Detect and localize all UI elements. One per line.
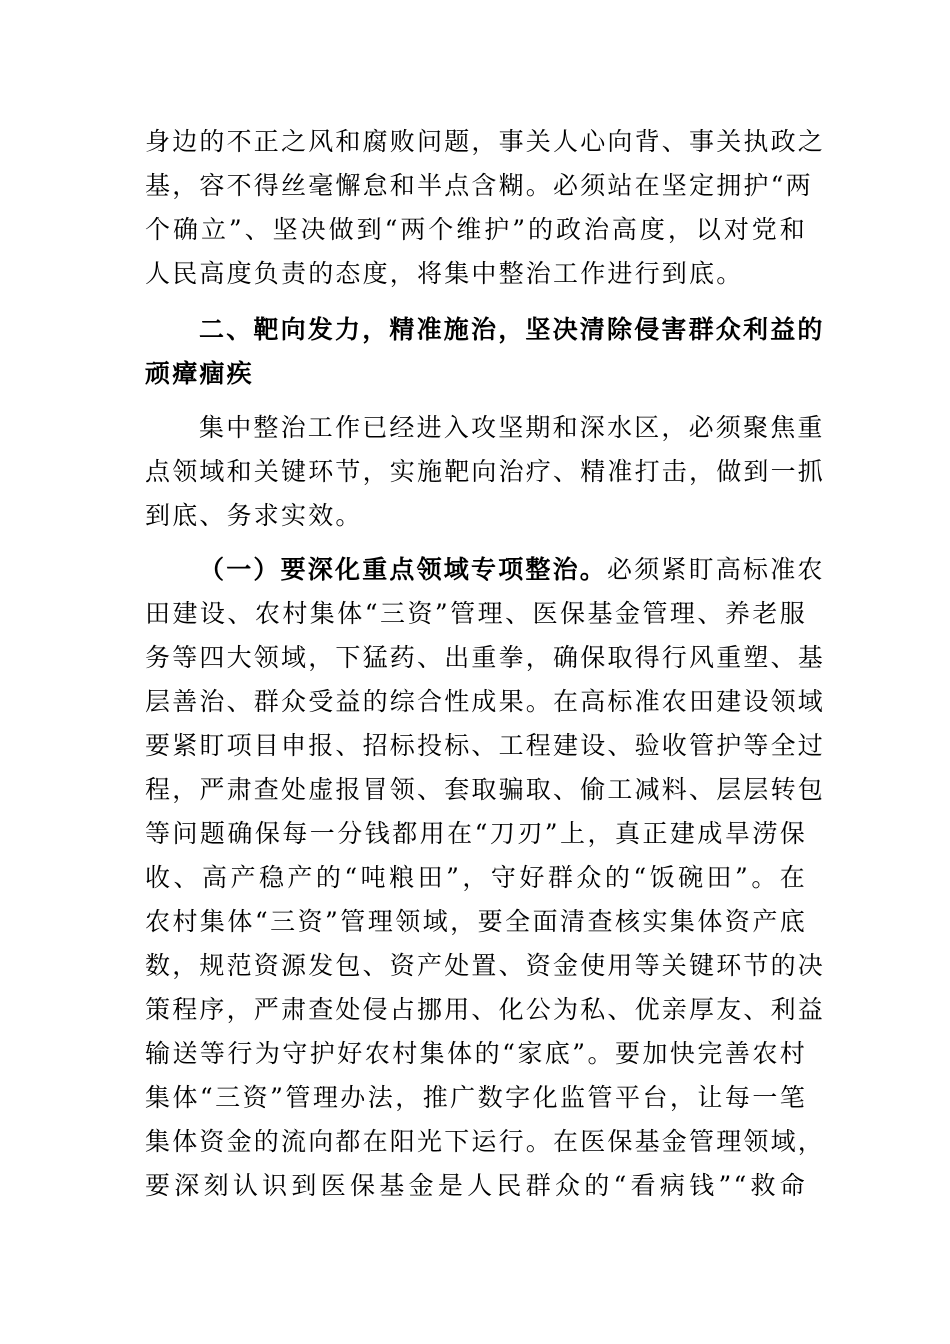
paragraph-2-line: 集中整治工作已经进入攻坚期和深水区，必须聚焦重 [199, 413, 825, 442]
paragraph-3-first-line-text: 必须紧盯高标准农 [607, 555, 825, 584]
paragraph-2-line: 点领域和关键环节，实施靶向治疗、精准打击，做到一抓 [145, 457, 826, 486]
paragraph-3 [145, 548, 826, 1208]
paragraph-3-line: 输送等行为守护好农村集体的“家底”。要加快完善农村 [145, 1039, 807, 1068]
paragraph-3-line: 要深刻认识到医保基金是人民群众的“看病钱”“救命 [145, 1171, 807, 1200]
paragraph-2 [145, 406, 826, 538]
paragraph-1-line: 人民高度负责的态度，将集中整治工作进行到底。 [145, 259, 744, 288]
paragraph-1-line: 基，容不得丝毫懈怠和半点含糊。必须站在坚定拥护“两 [145, 171, 813, 200]
paragraph-3-line: 田建设、农村集体“三资”管理、医保基金管理、养老服 [145, 599, 807, 628]
paragraph-3-line: 收、高产稳产的“吨粮田”，守好群众的“饭碗田”。在 [145, 863, 807, 892]
paragraph-3-line: 要紧盯项目申报、招标投标、工程建设、验收管护等全过 [145, 731, 826, 760]
subsection-heading-1: （一）要深化重点领域专项整治。 [199, 555, 608, 584]
paragraph-3-line: 层善治、群众受益的综合性成果。在高标准农田建设领域 [145, 687, 826, 716]
paragraph-3-first-line [145, 548, 825, 592]
paragraph-3-line: 集体“三资”管理办法，推广数字化监管平台，让每一笔 [145, 1083, 807, 1112]
paragraph-3-line: 集体资金的流向都在阳光下运行。在医保基金管理领域， [145, 1127, 826, 1156]
section-heading-2 [145, 308, 825, 396]
paragraph-1-line: 身边的不正之风和腐败问题，事关人心向背、事关执政之 [145, 127, 826, 156]
paragraph-3-line: 策程序，严肃查处侵占挪用、化公为私、优亲厚友、利益 [145, 995, 826, 1024]
paragraph-3-line: 程，严肃查处虚报冒领、套取骗取、偷工减料、层层转包 [145, 775, 826, 804]
paragraph-1-line: 个确立”、坚决做到“两个维护”的政治高度，以对党和 [145, 215, 807, 244]
paragraph-3-line: 等问题确保每一分钱都用在“刀刃”上，真正建成旱涝保 [145, 819, 807, 848]
paragraph-3-line: 农村集体“三资”管理领域，要全面清查核实集体资产底 [145, 907, 807, 936]
paragraph-3-line: 务等四大领域，下猛药、出重拳，确保取得行风重塑、基 [145, 643, 826, 672]
section-heading-line: 二、靶向发力，精准施治，坚决清除侵害群众利益的 [199, 315, 825, 344]
section-heading-line: 顽瘴痼疾 [145, 359, 254, 388]
paragraph-3-line: 数，规范资源发包、资产处置、资金使用等关键环节的决 [145, 951, 826, 980]
paragraph-1 [145, 120, 826, 296]
paragraph-2-line: 到底、务求实效。 [145, 501, 363, 530]
